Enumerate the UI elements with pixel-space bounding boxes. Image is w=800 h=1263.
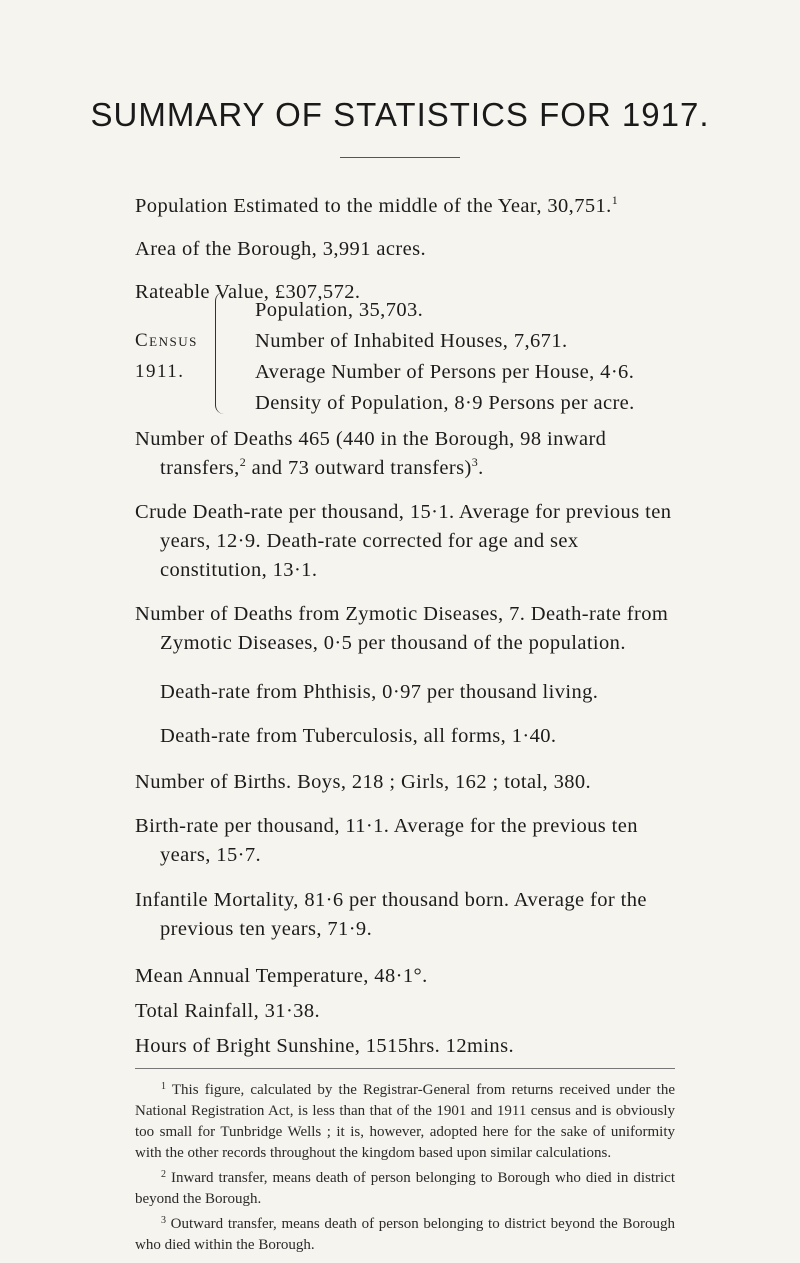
footnote-2-text: Inward transfer, means death of person belonging to Borough who died in district beyond the Borough. [135, 1170, 676, 1207]
infantile-mortality-text: Infantile Mortality, 81·6 per thousand born. Average for the previous ten years, 71·9. [135, 889, 647, 940]
census-label-word: Census [135, 330, 198, 351]
deaths-line-2b: and 73 outward transfers) [246, 457, 472, 479]
footnote-ref-1: 1 [611, 193, 619, 207]
rainfall-line: Total Rainfall, 31·38. [135, 1000, 320, 1022]
census-persons-per-house: Average Number of Persons per House, 4·6. [255, 361, 635, 383]
page-title: SUMMARY OF STATISTICS FOR 1917. [90, 96, 710, 133]
temperature-line: Mean Annual Temperature, 48·1°. [135, 965, 428, 987]
crude-death-rate-paragraph [135, 498, 675, 585]
footnote-2 [135, 1168, 675, 1210]
rateable-value-line: Rateable Value, £307,572. [135, 281, 361, 303]
census-density: Density of Population, 8·9 Persons per acre. [255, 392, 635, 414]
footnote-1 [135, 1080, 675, 1164]
census-brace [215, 292, 224, 414]
deaths-paragraph [135, 425, 675, 483]
area-line: Area of the Borough, 3,991 acres. [135, 238, 427, 260]
tuberculosis-line: Death-rate from Tuberculosis, all forms, 1·40. [160, 725, 557, 747]
deaths-line-2c: . [478, 457, 484, 479]
footnote-3-text: Outward transfer, means death of person belonging to district beyond the Borough who died within the Borough. [135, 1216, 675, 1253]
population-estimated-line [135, 190, 618, 223]
deaths-line-2a: transfers, [160, 457, 240, 479]
footnote-ref-3: 3 [471, 455, 479, 469]
footnote-3 [135, 1214, 675, 1256]
footnote-ref-2: 2 [239, 455, 247, 469]
birth-rate-paragraph [135, 812, 675, 870]
zymotic-paragraph [135, 600, 675, 658]
infantile-mortality-paragraph [135, 886, 675, 944]
population-estimated-text: Population Estimated to the middle of the Year, 30,751. [135, 195, 612, 217]
census-houses: Number of Inhabited Houses, 7,671. [255, 330, 568, 352]
footnote-1-text: This figure, calculated by the Registrar-General from returns received under the National Registration Act, is less than that of the 1901 and 1911 census and is obviously too small for Tunbridge Wells ; it is, however, adopted here for the sake of uniformity with the other records throughout the kingdom based upon similar calculations. [135, 1082, 676, 1161]
census-label-year: 1911. [135, 361, 185, 382]
footnote-1-number: 1 [161, 1081, 166, 1092]
census-population: Population, 35,703. [255, 299, 424, 321]
footnote-3-number: 3 [161, 1215, 166, 1226]
footnote-divider [135, 1068, 675, 1069]
census-label [135, 325, 198, 387]
sunshine-line: Hours of Bright Sunshine, 1515hrs. 12mins. [135, 1035, 514, 1057]
deaths-line-1: Number of Deaths 465 (440 in the Borough, 98 inward [135, 428, 607, 450]
title-divider [340, 157, 460, 158]
birth-rate-text: Birth-rate per thousand, 11·1. Average for the previous ten years, 15·7. [135, 815, 638, 866]
zymotic-text: Number of Deaths from Zymotic Diseases, 7. Death-rate from Zymotic Diseases, 0·5 per thousand of the population. [135, 603, 669, 654]
phthisis-line: Death-rate from Phthisis, 0·97 per thousand living. [160, 681, 599, 703]
births-line: Number of Births. Boys, 218 ; Girls, 162 ; total, 380. [135, 771, 592, 793]
footnote-2-number: 2 [161, 1169, 166, 1180]
crude-death-rate-text: Crude Death-rate per thousand, 15·1. Average for previous ten years, 12·9. Death-rate corrected for age and sex constitution, 13·1. [135, 501, 672, 581]
